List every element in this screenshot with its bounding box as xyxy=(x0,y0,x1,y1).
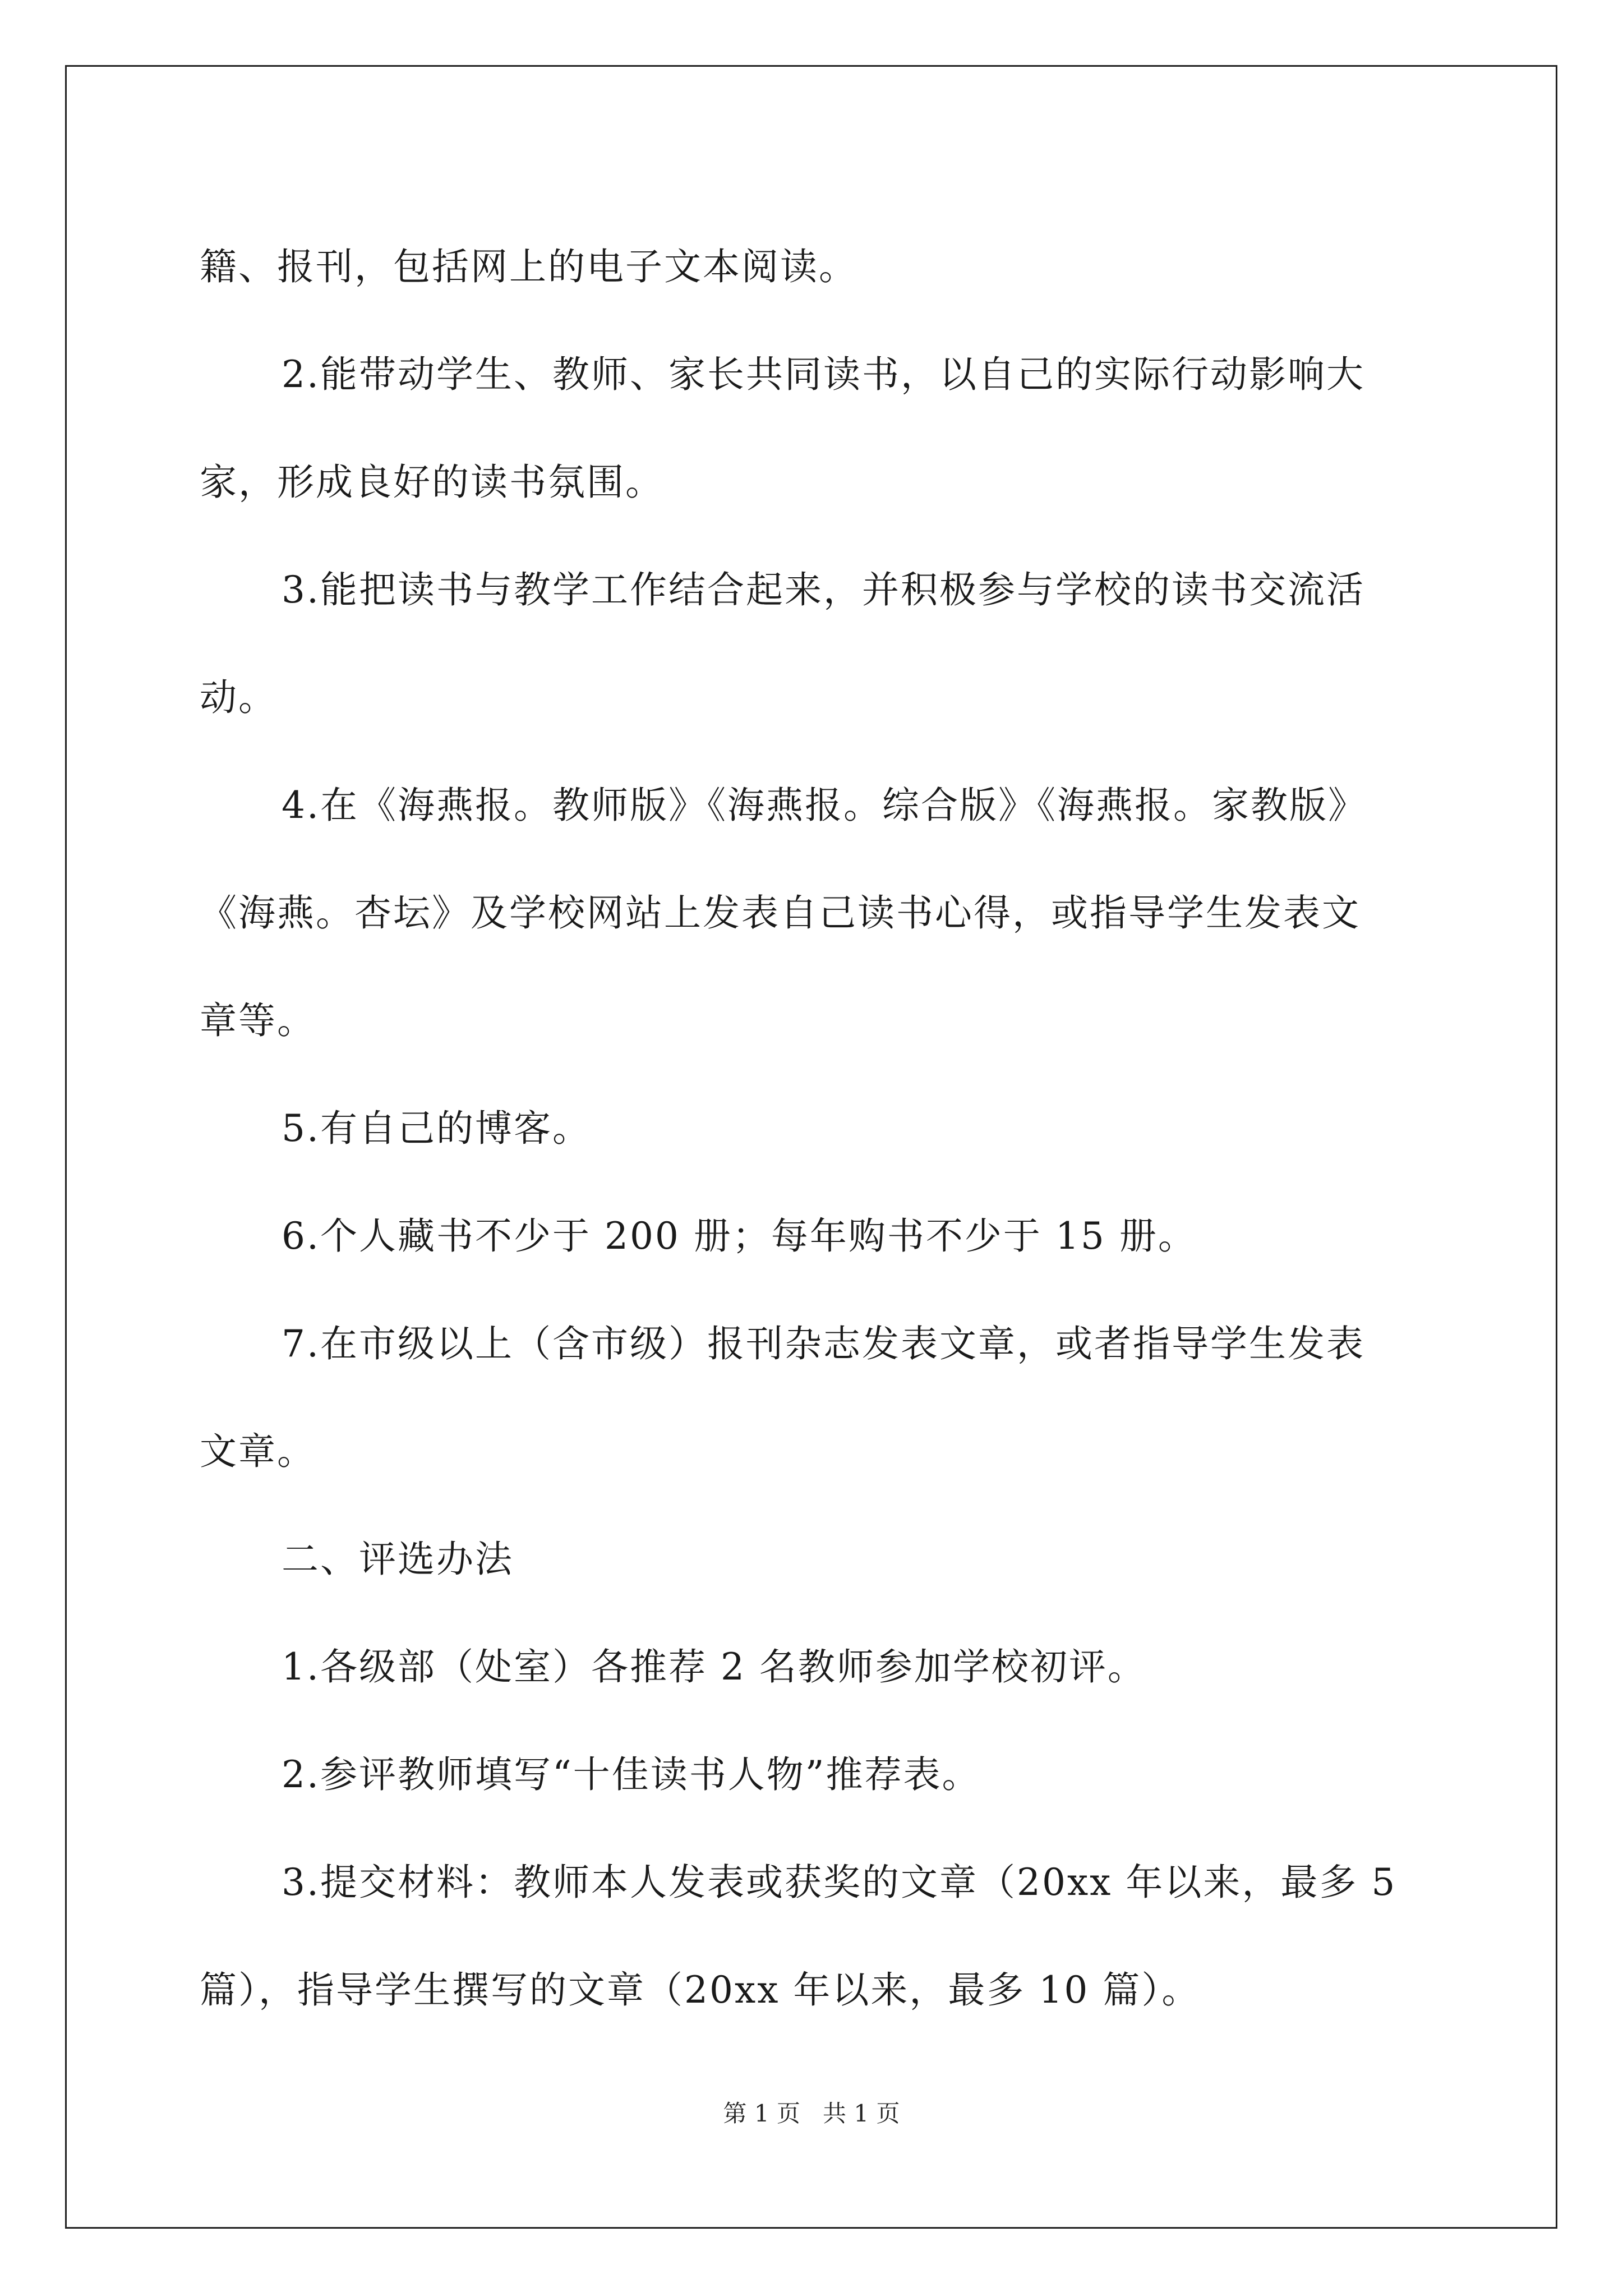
text-line: 章等。 xyxy=(200,999,316,1042)
text-line: 文章。 xyxy=(200,1430,316,1473)
page-number: 第 1 页 xyxy=(723,2100,800,2127)
text-line: 家，形成良好的读书氛围。 xyxy=(200,461,664,504)
page-footer xyxy=(0,2097,1623,2131)
text-line: 7.在市级以上（含市级）报刊杂志发表文章，或者指导学生发表 xyxy=(282,1322,1365,1365)
section-heading: 二、评选办法 xyxy=(282,1538,514,1581)
text-line: 《海燕。杏坛》及学校网站上发表自己读书心得，或指导学生发表文 xyxy=(200,891,1361,935)
text-line: 6.个人藏书不少于 200 册；每年购书不少于 15 册。 xyxy=(282,1214,1197,1258)
text-line: 动。 xyxy=(200,676,277,719)
text-line: 籍、报刊，包括网上的电子文本阅读。 xyxy=(200,245,857,288)
text-line: 1.各级部（处室）各推荐 2 名教师参加学校初评。 xyxy=(282,1645,1146,1688)
text-line: 4.在《海燕报。教师版》《海燕报。综合版》《海燕报。家教版》 xyxy=(282,784,1367,827)
text-line: 3.提交材料：教师本人发表或获奖的文章（20xx 年以来，最多 5 xyxy=(282,1861,1397,1904)
text-line: 篇），指导学生撰写的文章（20xx 年以来，最多 10 篇）。 xyxy=(200,1968,1201,2012)
text-line: 2.能带动学生、教师、家长共同读书，以自己的实际行动影响大 xyxy=(282,353,1365,396)
text-line: 2.参评教师填写“十佳读书人物”推荐表。 xyxy=(282,1753,981,1796)
page-total: 共 1 页 xyxy=(823,2100,900,2127)
text-line: 5.有自己的博客。 xyxy=(282,1107,591,1150)
text-line: 3.能把读书与教学工作结合起来，并积极参与学校的读书交流活 xyxy=(282,568,1365,611)
document-body xyxy=(200,213,1428,2044)
